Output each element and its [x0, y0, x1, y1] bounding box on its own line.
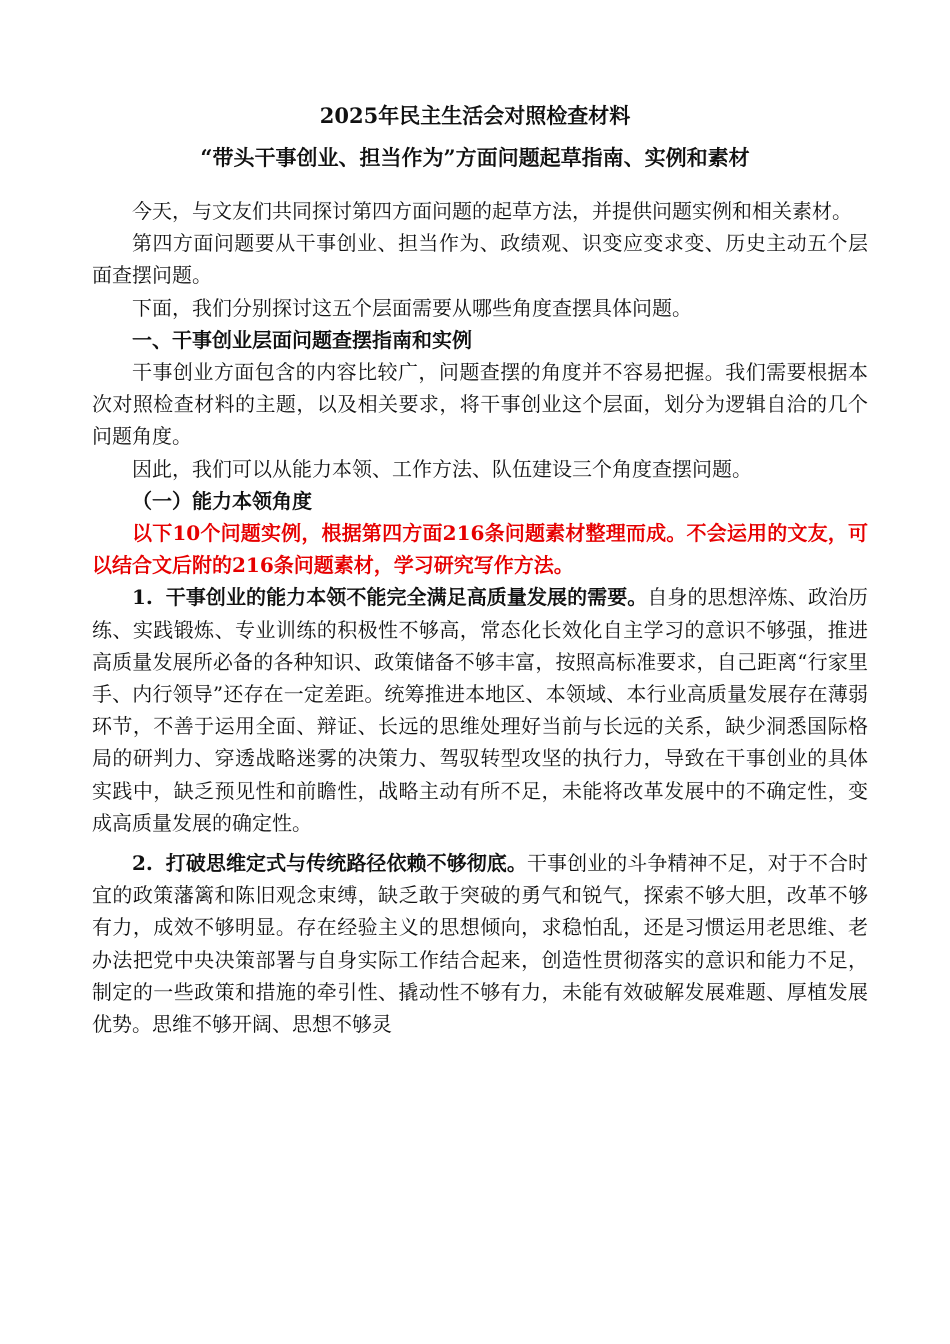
section-1-heading: 一、干事创业层面问题查摆指南和实例: [132, 327, 472, 352]
item-2-number: 2.: [132, 851, 153, 876]
item-1-number: 1.: [132, 585, 153, 610]
section-1-paragraph-2: 因此，我们可以从能力本领、工作方法、队伍建设三个角度查摆问题。: [132, 456, 752, 481]
intro-paragraph-2: 第四方面问题要从干事创业、担当作为、政绩观、识变应变求变、历史主动五个层面查摆问题。: [92, 231, 868, 288]
item-2-text: 干事创业的斗争精神不足，对于不合时宜的政策藩篱和陈旧观念束缚，缺乏敢于突破的勇气和锐气，探索不够大胆，改革不够有力，成效不够明显。存在经验主义的思想倾向，求稳怕乱，还是习惯运用老思维、老办法把党中央决策部署与自身实际工作结合起来，创造性贯彻落实的意识和能力不足，制定的一些政策和措施的牵引性、撬动性不够有力，未能有效破解发展难题、厚植发展优势。思维不够开阔、思想不够灵: [92, 851, 869, 1037]
item-1-lead: 干事创业的能力本领不能完全满足高质量发展的需要。: [165, 585, 648, 610]
section-1-paragraph-1: 干事创业方面包含的内容比较广，问题查摆的角度并不容易把握。我们需要根据本次对照检查材料的主题，以及相关要求，将干事创业这个层面，划分为逻辑自洽的几个问题角度。: [92, 360, 868, 449]
document-title: 2025年民主生活会对照检查材料: [319, 103, 631, 128]
subsection-1-heading: （一）能力本领角度: [132, 488, 312, 513]
document-body: [92, 195, 868, 1040]
item-1: [92, 581, 868, 839]
intro-paragraph-3: 下面，我们分别探讨这五个层面需要从哪些角度查摆具体问题。: [132, 295, 692, 320]
red-notice: 以下10个问题实例，根据第四方面216条问题素材整理而成。不会运用的文友，可以结合文后附的216条问题素材，学习研究写作方法。: [92, 521, 868, 578]
intro-paragraph-1: 今天，与文友们共同探讨第四方面问题的起草方法，并提供问题实例和相关素材。: [132, 199, 852, 223]
item-1-text: 自身的思想淬炼、政治历练、实践锻炼、专业训练的积极性不够高，常态化长效化自主学习的意识不够强，推进高质量发展所必备的各种知识、政策储备不够丰富，按照高标准要求，自己距离“行家里手、内行领导”还存在一定差距。统筹推进本地区、本领域、本行业高质量发展存在薄弱环节，不善于运用全面、辩证、长远的思维处理好当前与长远的关系，缺少洞悉国际格局的研判力、穿透战略迷雾的决策力、驾驭转型攻坚的执行力，导致在干事创业的具体实践中，缺乏预见性和前瞻性，战略主动有所不足，未能将改革发展中的不确定性，变成高质量发展的确定性。: [92, 585, 869, 835]
item-2: [92, 847, 868, 1040]
item-2-lead: 打破思维定式与传统路径依赖不够彻底。: [165, 851, 527, 876]
document-subtitle: “带头干事创业、担当作为”方面问题起草指南、实例和素材: [200, 145, 750, 170]
